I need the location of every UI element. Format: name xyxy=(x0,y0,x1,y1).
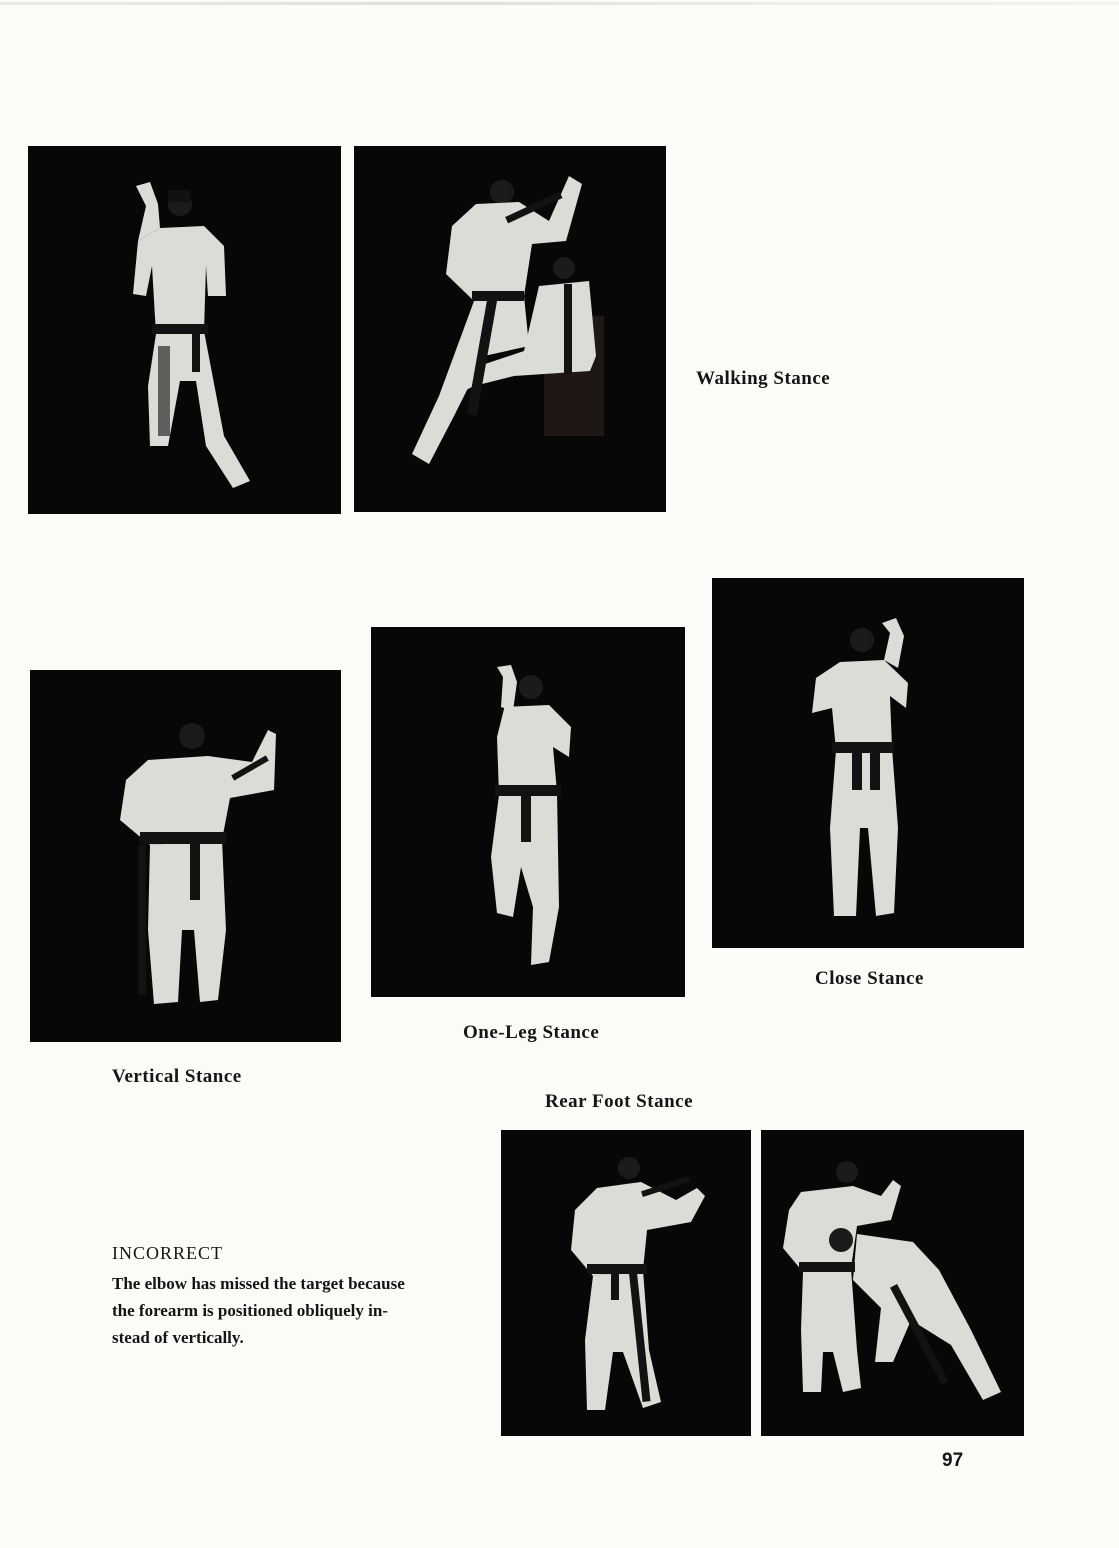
incorrect-line-3: stead of vertically. xyxy=(112,1328,244,1347)
figure-walking-strike xyxy=(354,146,666,512)
photo-walking-stance-front xyxy=(28,146,341,514)
incorrect-line-1: The elbow has missed the target because xyxy=(112,1274,405,1293)
caption-rear-foot-stance: Rear Foot Stance xyxy=(545,1091,694,1112)
caption-walking-stance: Walking Stance xyxy=(696,368,831,389)
photo-rear-foot-stance-strike xyxy=(761,1130,1024,1436)
photo-close-stance xyxy=(712,578,1024,948)
page-number: 97 xyxy=(942,1450,964,1471)
caption-one-leg-stance: One-Leg Stance xyxy=(463,1022,600,1043)
figure-one-leg-stance xyxy=(371,627,685,997)
incorrect-heading: INCORRECT xyxy=(112,1243,224,1263)
figure-walking-front xyxy=(28,146,341,514)
caption-vertical-stance: Vertical Stance xyxy=(112,1066,242,1087)
photo-one-leg-stance xyxy=(371,627,685,997)
caption-close-stance: Close Stance xyxy=(815,968,924,989)
incorrect-explanation xyxy=(112,1270,482,1351)
figure-close-stance xyxy=(712,578,1024,948)
incorrect-line-2: the forearm is positioned obliquely in- xyxy=(112,1301,388,1320)
photo-walking-stance-strike xyxy=(354,146,666,512)
photo-rear-foot-stance xyxy=(501,1130,751,1436)
figure-vertical-stance xyxy=(30,670,341,1042)
photo-vertical-stance xyxy=(30,670,341,1042)
figure-rear-foot-stance xyxy=(501,1130,751,1436)
top-scan-edge xyxy=(0,2,1119,5)
incorrect-note xyxy=(112,1243,482,1351)
figure-rear-foot-strike xyxy=(761,1130,1024,1436)
